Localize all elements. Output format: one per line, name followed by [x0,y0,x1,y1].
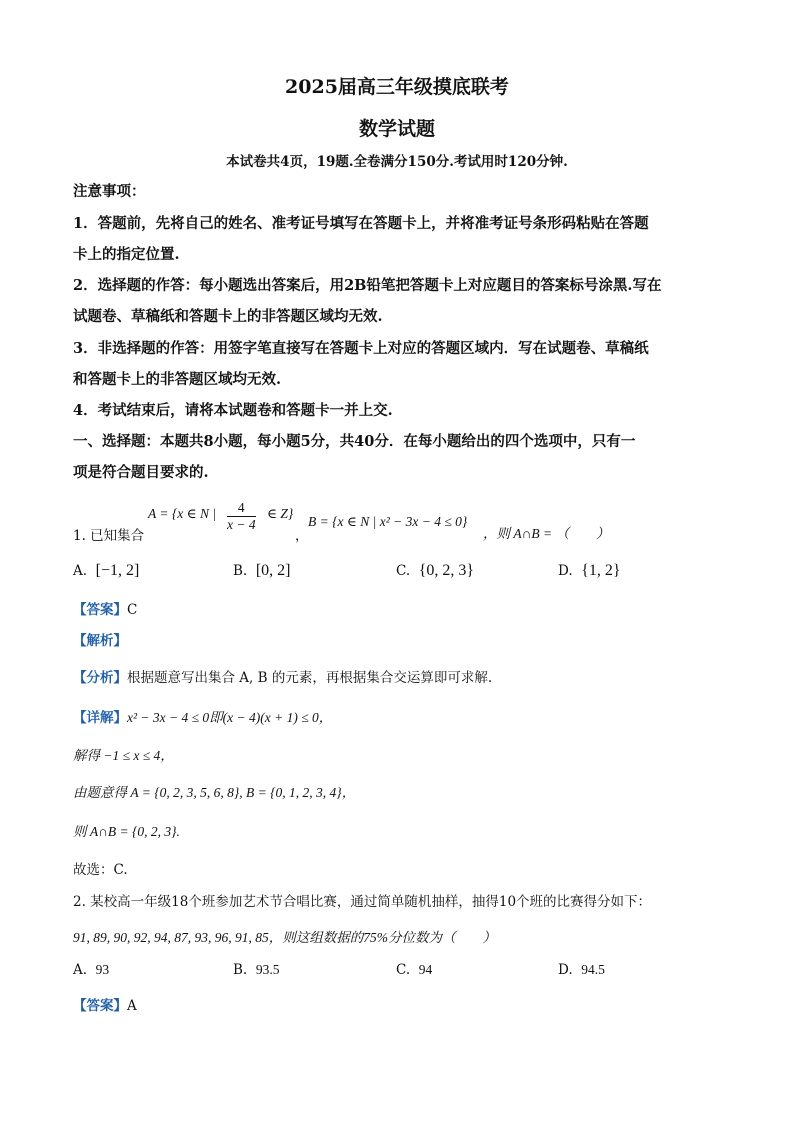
notice-line: 4．考试结束后，请将本试题卷和答题卡一并上交. [73,402,393,419]
section-heading: 一、选择题：本题共8小题，每小题5分，共40分．在每小题给出的四个选项中，只有一 [73,433,636,450]
detail-line: 【详解】x² − 3x − 4 ≤ 0即(x − 4)(x + 1) ≤ 0， [73,710,333,726]
set-a-right: ∈ Z} [267,506,294,521]
page-subtitle: 数学试题 [358,118,435,140]
notice-line: 1．答题前，先将自己的姓名、准考证号填写在答题卡上，并将准考证号条形码粘贴在答题 [73,215,649,232]
question-2-data: 91, 89, 90, 92, 94, 87, 93, 96, 91, 85，则这组数据的75%分位数为（ ） [73,930,496,945]
option-b: B. 93.5 [233,962,280,978]
set-a-left: A = {x ∈ N | [148,506,217,521]
exam-info: 本试卷共4页，19题.全卷满分150分.考试用时120分钟. [226,154,568,170]
fenxi-line: 【分析】根据题意写出集合 A, B 的元素，再根据集合交运算即可求解. [73,670,493,686]
option-c: C. 94 [396,962,433,978]
answer-line: 【答案】A [73,998,137,1014]
notice-line: 试题卷、草稿纸和答题卡上的非答题区域均无效. [73,308,383,325]
notice-line: 和答题卡上的非答题区域均无效. [73,371,282,388]
option-a: A. 93 [73,962,110,978]
option-d: D. {1, 2} [558,562,621,579]
option-d: D. 94.5 [558,962,605,978]
notice-heading: 注意事项： [73,183,146,200]
detail-line: 由题意得 A = {0, 2, 3, 5, 6, 8}, B = {0, 1, 2, 3, 4}， [73,785,356,800]
section-heading: 项是符合题目要求的. [73,464,209,481]
option-c: C. {0, 2, 3} [396,562,475,579]
detail-line: 则 A∩B = {0, 2, 3}. [73,824,180,839]
detail-line: 解得 −1 ≤ x ≤ 4， [73,748,174,763]
set-b: B = {x ∈ N | x² − 3x − 4 ≤ 0} [308,514,468,529]
analysis-tag: 【解析】 [73,633,127,649]
question-ask: ，则 A∩B = （ ） [483,526,610,541]
option-b: B. [0, 2] [233,562,291,579]
option-a: A. [−1, 2] [73,562,140,579]
page-title: 2025届高三年级摸底联考 [285,76,509,98]
question-2-stem: 2. 某校高一年级18个班参加艺术节合唱比赛，通过简单随机抽样，抽得10个班的比赛得分如下： [73,894,652,910]
notice-line: 3．非选择题的作答：用签字笔直接写在答题卡上对应的答题区域内．写在试题卷、草稿纸 [73,340,649,357]
answer-line: 【答案】C [73,602,138,618]
notice-line: 卡上的指定位置. [73,246,180,263]
fraction: $\frac{4}{x - 4}$ [227,500,256,532]
notice-line: 2．选择题的作答：每小题选出答案后，用2B铅笔把答题卡上对应题目的答案标号涂黑.写在 [73,277,662,294]
choose-line: 故选：C. [73,862,128,878]
